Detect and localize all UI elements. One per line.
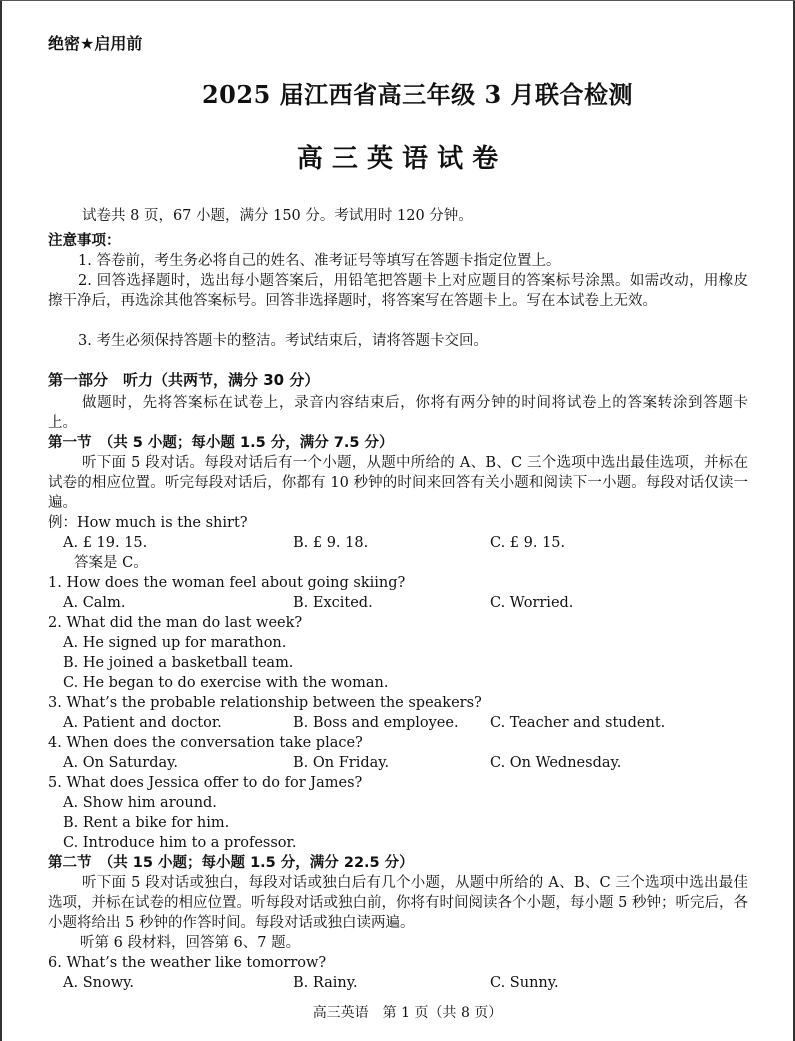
- part1-instruction: 做题时，先将答案标在试卷上，录音内容结束后，你将有两分钟的时间将试卷上的答案转涂到答题卡上。: [48, 395, 748, 431]
- q5-option-c: C. Introduce him to a professor.: [63, 835, 297, 851]
- example-option-a: A. £ 19. 15.: [63, 535, 148, 551]
- section2-material: 听第 6 段材料，回答第 6、7 题。: [80, 935, 301, 951]
- example-option-c: C. £ 9. 15.: [490, 535, 566, 551]
- q6-option-c: C. Sunny.: [490, 975, 559, 991]
- q3-option-a: A. Patient and doctor.: [63, 715, 222, 731]
- q2-option-c: C. He began to do exercise with the woman.: [63, 675, 389, 691]
- example-question: 例：How much is the shirt?: [48, 515, 248, 531]
- notes-item-3: 3. 考生必须保持答题卡的整洁。考试结束后，请将答题卡交回。: [78, 333, 488, 349]
- page-footer: 高三英语 第 1 页（共 8 页）: [312, 1005, 503, 1021]
- section1-heading: 第一节 （共 5 小题；每小题 1.5 分，满分 7.5 分）: [48, 435, 394, 451]
- question-3-options: [0, 713, 795, 733]
- exam-title: 2025 届江西省高三年级 3 月联合检测: [201, 80, 634, 109]
- q3-option-c: C. Teacher and student.: [490, 715, 666, 731]
- question-2: 2. What did the man do last week?: [48, 615, 303, 631]
- q6-option-b: B. Rainy.: [293, 975, 358, 991]
- page-border-top: [0, 0, 795, 1]
- question-6-options: [0, 973, 795, 993]
- q4-option-b: B. On Friday.: [293, 755, 390, 771]
- section2-heading: 第二节 （共 15 小题；每小题 1.5 分，满分 22.5 分）: [48, 855, 414, 871]
- q1-option-a: A. Calm.: [63, 595, 126, 611]
- q4-option-c: C. On Wednesday.: [490, 755, 622, 771]
- notes-item-2: 2. 回答选择题时，选出每小题答案后，用铅笔把答题卡上对应题目的答案标号涂黑。如需改动，用橡皮擦干净后，再选涂其他答案标号。回答非选择题时，将答案写在答题卡上。写在本试卷上无效。: [48, 273, 748, 309]
- q2-option-b: B. He joined a basketball team.: [63, 655, 294, 671]
- q2-option-a: A. He signed up for marathon.: [63, 635, 287, 651]
- q4-option-a: A. On Saturday.: [63, 755, 179, 771]
- section1-instruction: 听下面 5 段对话。每段对话后有一个小题，从题中所给的 A、B、C 三个选项中选出最佳选项，并标在试卷的相应位置。听完每段对话后，你都有 10 秒钟的时间来回答有关小题和阅读下一小题。每段对话仅读一遍。: [48, 455, 748, 511]
- q5-option-a: A. Show him around.: [63, 795, 217, 811]
- example-options: [0, 533, 795, 553]
- part1-heading: 第一部分 听力（共两节，满分 30 分）: [48, 371, 320, 389]
- q6-option-a: A. Snowy.: [63, 975, 134, 991]
- q5-option-b: B. Rent a bike for him.: [63, 815, 230, 831]
- subject-title: 高 三 英 语 试 卷: [296, 144, 499, 174]
- exam-intro: 试卷共 8 页，67 小题，满分 150 分。考试用时 120 分钟。: [82, 208, 473, 224]
- question-6: 6. What’s the weather like tomorrow?: [48, 955, 327, 971]
- question-3: 3. What’s the probable relationship between the speakers?: [48, 695, 482, 711]
- section2-instruction: 听下面 5 段对话或独白，每段对话或独白后有几个小题，从题中所给的 A、B、C 三个选项中选出最佳选项，并标在试卷的相应位置。听每段对话或独白前，你将有时间阅读各个小题，每小题 5 秒钟；听完后，各小题将给出 5 秒钟的作答时间。每段对话或独白读两遍。: [48, 875, 748, 931]
- q1-option-b: B. Excited.: [293, 595, 373, 611]
- example-option-b: B. £ 9. 18.: [293, 535, 369, 551]
- question-1: 1. How does the woman feel about going skiing?: [48, 575, 406, 591]
- notes-item-1: 1. 答卷前，考生务必将自己的姓名、准考证号等填写在答题卡指定位置上。: [78, 253, 561, 269]
- q1-option-c: C. Worried.: [490, 595, 574, 611]
- confidential-label: 绝密★启用前: [48, 34, 143, 53]
- question-4: 4. When does the conversation take place?: [48, 735, 363, 751]
- q3-option-b: B. Boss and employee.: [293, 715, 459, 731]
- question-4-options: [0, 753, 795, 773]
- question-1-options: [0, 593, 795, 613]
- example-answer: 答案是 C。: [74, 555, 148, 571]
- question-5: 5. What does Jessica offer to do for James?: [48, 775, 363, 791]
- notes-heading: 注意事项：: [48, 233, 121, 249]
